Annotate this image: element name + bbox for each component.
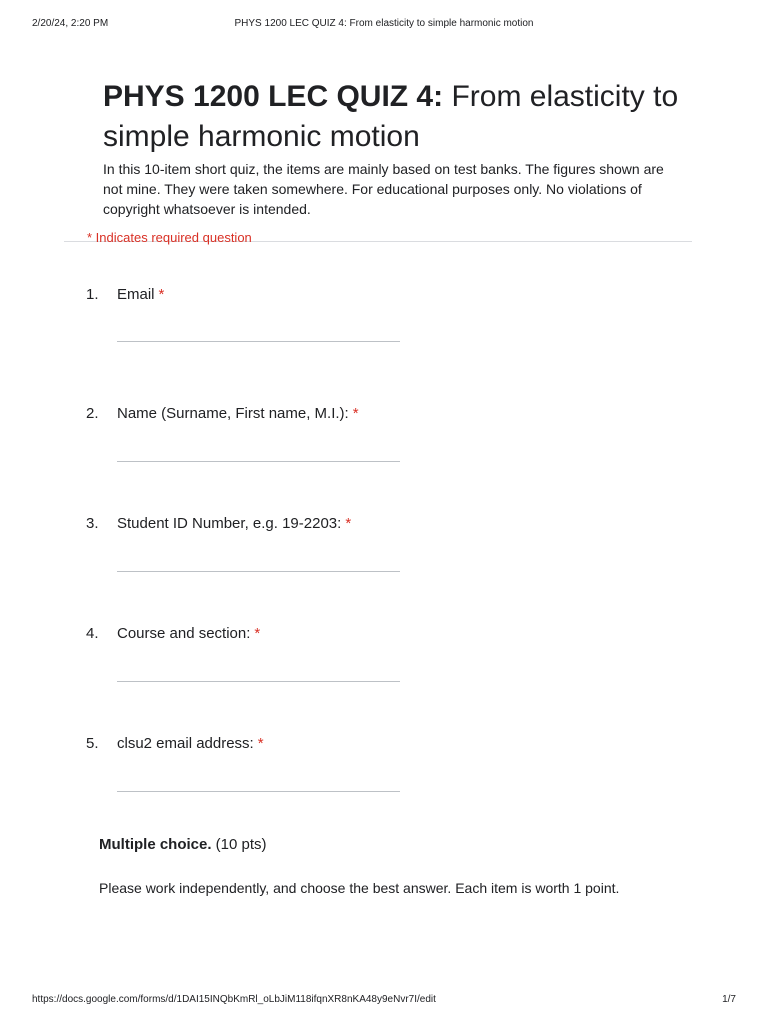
question-text: Email * bbox=[117, 286, 165, 303]
print-doc-title: PHYS 1200 LEC QUIZ 4: From elasticity to simple harmonic motion bbox=[234, 18, 534, 29]
section-title-bold: Multiple choice. bbox=[99, 836, 212, 853]
student-id-input[interactable] bbox=[117, 571, 400, 572]
email-input[interactable] bbox=[117, 341, 400, 342]
print-footer bbox=[32, 994, 736, 1008]
print-url: https://docs.google.com/forms/d/1DAI15INQbKmRl_oLbJiM118ifqnXR8nKA48y9eNvr7I/edit bbox=[32, 994, 436, 1005]
question-text: Course and section: * bbox=[117, 625, 261, 642]
question-text: Student ID Number, e.g. 19-2203: * bbox=[117, 515, 352, 532]
section-title-rest: (10 pts) bbox=[211, 836, 267, 853]
name-input[interactable] bbox=[117, 461, 400, 462]
question-text: Name (Surname, First name, M.I.): * bbox=[117, 405, 359, 422]
required-asterisk: * bbox=[158, 286, 165, 303]
page-number: 1/7 bbox=[722, 994, 736, 1005]
question-number: 1. bbox=[86, 286, 99, 303]
required-asterisk: * bbox=[345, 515, 352, 532]
form-title-rest: From elasticity to simple harmonic motion bbox=[103, 80, 679, 153]
form-description: In this 10-item short quiz, the items are mainly based on test banks. The figures shown are not mine. They were taken somewhere. For educational purposes only. No violations of copyright whatsoever is intended. bbox=[103, 161, 664, 217]
required-asterisk: * bbox=[257, 735, 264, 752]
question-number: 4. bbox=[86, 625, 99, 642]
section-title bbox=[99, 836, 267, 853]
required-asterisk: * bbox=[254, 625, 261, 642]
print-header bbox=[32, 18, 736, 32]
question-number: 3. bbox=[86, 515, 99, 532]
print-datetime: 2/20/24, 2:20 PM bbox=[32, 18, 109, 29]
course-section-input[interactable] bbox=[117, 681, 400, 682]
required-asterisk: * bbox=[352, 405, 359, 422]
required-note: * Indicates required question bbox=[87, 230, 252, 245]
clsu2-email-input[interactable] bbox=[117, 791, 400, 792]
question-number: 2. bbox=[86, 405, 99, 422]
form-title-bold: PHYS 1200 LEC QUIZ 4: bbox=[103, 80, 444, 113]
form-title bbox=[103, 77, 683, 157]
question-text: clsu2 email address: * bbox=[117, 735, 264, 752]
question-number: 5. bbox=[86, 735, 99, 752]
section-description: Please work independently, and choose the best answer. Each item is worth 1 point. bbox=[99, 880, 620, 896]
